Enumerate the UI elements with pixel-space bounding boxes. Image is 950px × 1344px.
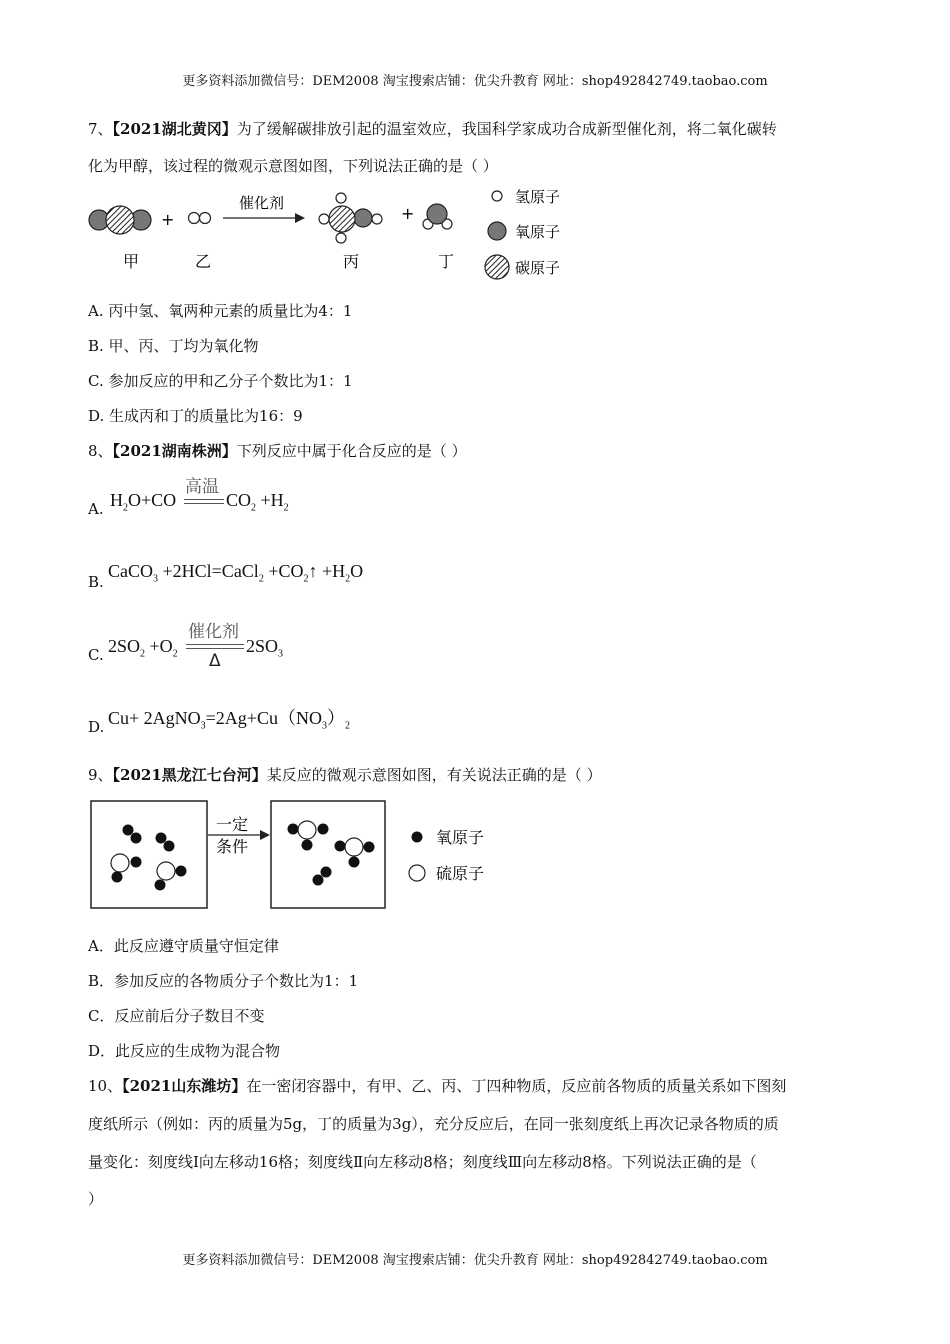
question-source: 【2021山东潍坊】 — [122, 1077, 247, 1095]
q8-c-condition-bottom: Δ — [209, 651, 221, 671]
q8-c-condition-top: 催化剂 — [188, 622, 239, 642]
q7-option-b: B. 甲、丙、丁均为氧化物 — [88, 337, 259, 355]
label-bing: 丙 — [343, 252, 360, 271]
legend-oxygen-label: 氧原子 — [436, 828, 485, 847]
q8-a-equals-sign — [184, 499, 224, 504]
question-10-line-2: 度纸所示（例如：丙的质量为5g，丁的质量为3g），充分反应后，在同一张刻度纸上再次记录各物质的质 — [88, 1115, 779, 1133]
question-7-line-2: 化为甲醇，该过程的微观示意图如图，下列说法正确的是（ ） — [88, 157, 498, 175]
question-10-line-3: 量变化：刻度线Ⅰ向左移动16格；刻度线Ⅱ向左移动8格；刻度线Ⅲ向左移动8格。下列说法正确的是（ — [88, 1153, 757, 1171]
label-ding: 丁 — [438, 252, 455, 271]
legend-carbon-icon — [485, 255, 509, 279]
question-9-line — [88, 764, 602, 785]
question-7-line-1 — [88, 118, 777, 139]
q9-option-d: D．此反应的生成物为混合物 — [88, 1042, 281, 1060]
q7-option-d: D. 生成丙和丁的质量比为16：9 — [88, 407, 303, 425]
q7-reaction-diagram — [85, 185, 585, 285]
legend-oxygen-icon — [488, 222, 506, 240]
q8-d-start: Cu+ 2AgNO — [108, 708, 201, 728]
q8-option-c-letter: C. — [88, 646, 104, 664]
question-source: 【2021湖北黄冈】 — [112, 120, 237, 138]
q8-equation-d: $Cu+ 2AgNO_3=2Ag+Cu(NO_3)_2$ — [108, 708, 350, 732]
before-box — [91, 801, 207, 908]
q9-reaction-diagram — [88, 798, 508, 913]
q8-c-equals-sign — [186, 644, 244, 649]
molecule-yi — [189, 213, 211, 224]
question-text: 为了缓解碳排放引起的温室效应，我国科学家成功合成新型催化剂，将二氧化碳转 — [236, 120, 777, 138]
question-source: 【2021黑龙江七台河】 — [112, 766, 267, 784]
label-jia: 甲 — [123, 252, 140, 271]
page-footer: 更多资料添加微信号：DEM2008 淘宝搜索店铺：优尖升教育 网址：shop492842749.taobao.com — [182, 1253, 768, 1268]
q9-option-a: A．此反应遵守质量守恒定律 — [88, 937, 279, 955]
question-source: 【2021湖南株洲】 — [112, 442, 237, 460]
reaction-arrow — [223, 213, 305, 223]
legend-hydrogen-icon — [492, 191, 502, 201]
legend-hydrogen-label: 氢原子 — [515, 188, 561, 206]
plus-sign-2: + — [401, 204, 415, 223]
question-text: 下列反应中属于化合反应的是（ ） — [236, 442, 467, 460]
question-10-line-1 — [88, 1075, 786, 1096]
q8-option-a-letter: A. — [88, 500, 104, 518]
q8-equation-a: $H_2O+CO$ — [110, 490, 177, 514]
question-number: 8、 — [88, 442, 113, 460]
condition-line-2: 条件 — [216, 837, 249, 856]
legend-oxygen-icon — [412, 832, 423, 843]
question-10-line-4: ） — [88, 1190, 104, 1208]
legend-carbon-label: 碳原子 — [515, 259, 561, 277]
q8-equation-c-right: $2SO_3$ — [246, 636, 284, 660]
question-8-line — [88, 440, 467, 461]
question-number: 9、 — [88, 766, 113, 784]
legend-sulfur-label: 硫原子 — [436, 864, 485, 883]
page-header: 更多资料添加微信号：DEM2008 淘宝搜索店铺：优尖升教育 网址：shop492842749.taobao.com — [182, 74, 768, 89]
label-yi: 乙 — [195, 252, 212, 271]
question-number: 10、 — [88, 1077, 123, 1095]
molecule-ding — [423, 204, 452, 229]
q8-equation-c: $2SO_2 +O_2$ — [108, 636, 178, 660]
q8-equation-a-right: $CO_2 +H_2$ — [226, 490, 289, 514]
q9-option-b: B．参加反应的各物质分子个数比为1：1 — [88, 972, 359, 990]
question-text: 在一密闭容器中，有甲、乙、丙、丁四种物质，反应前各物质的质量关系如下图刻 — [246, 1077, 787, 1095]
catalyst-label: 催化剂 — [239, 194, 285, 212]
legend-sulfur-icon — [409, 865, 425, 881]
molecule-bing — [319, 193, 382, 243]
molecule-jia — [89, 206, 151, 234]
q9-option-c: C．反应前后分子数目不变 — [88, 1007, 265, 1025]
q8-b-start: CaCO — [108, 561, 153, 581]
question-number: 7、 — [88, 120, 113, 138]
plus-sign-1: + — [161, 210, 175, 229]
q8-option-b-letter: B. — [88, 573, 104, 591]
legend-oxygen-label: 氧原子 — [515, 223, 561, 241]
condition-line-1: 一定 — [216, 815, 249, 834]
question-text: 某反应的微观示意图如图，有关说法正确的是（ ） — [266, 766, 602, 784]
q8-option-d-letter: D. — [88, 718, 105, 736]
q8-equation-b: CaCO$_3$ +2HCl=CaCl$_2$ $+CO_2↑ +H_2O$ — [108, 561, 364, 585]
q7-option-c: C. 参加反应的甲和乙分子个数比为1：1 — [88, 372, 353, 390]
q7-option-a: A. 丙中氢、氧两种元素的质量比为4：1 — [88, 302, 353, 320]
after-box — [271, 801, 385, 908]
q8-a-condition: 高温 — [185, 477, 219, 497]
